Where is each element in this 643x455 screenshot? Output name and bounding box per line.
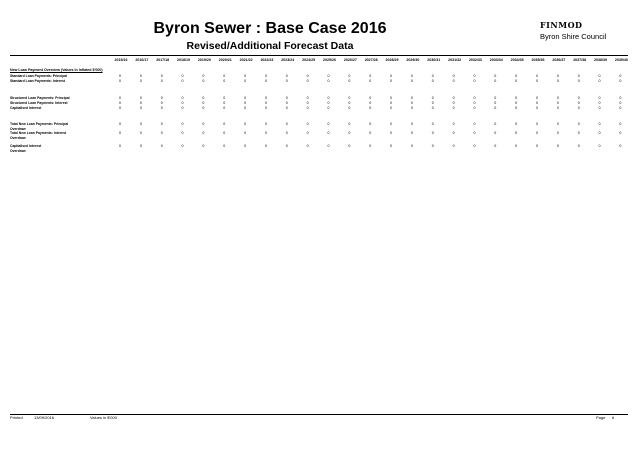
- table-cell: 0: [327, 101, 330, 105]
- table-cell: 0: [285, 106, 288, 110]
- table-cell: 0: [369, 122, 372, 126]
- table-cell: 0: [431, 106, 434, 110]
- table-cell: 0: [494, 131, 497, 135]
- table-cell: 0: [577, 131, 580, 135]
- table-cell: 0: [536, 74, 538, 78]
- table-cell: 0: [473, 96, 476, 100]
- table-cell: 0: [577, 74, 580, 78]
- table-cell: 0: [515, 106, 518, 110]
- table-cell: 0: [369, 144, 372, 148]
- table-cell: 0: [473, 106, 476, 110]
- table-cell: 0: [619, 74, 622, 78]
- year-header-cell: 2028/29: [385, 58, 399, 62]
- table-cell: 0: [390, 74, 393, 78]
- table-cell: 0: [264, 122, 267, 126]
- section-heading: New Loan Payment Overview (Values in Inflated $'000): [10, 68, 103, 72]
- table-cell: 0: [494, 122, 497, 126]
- table-cell: 0: [119, 96, 121, 100]
- table-cell: 0: [348, 79, 351, 83]
- table-cell: 0: [119, 74, 121, 78]
- table-cell: 0: [223, 74, 226, 78]
- table-cell: 0: [285, 74, 288, 78]
- table-cell: 0: [160, 79, 163, 83]
- table-cell: 0: [410, 96, 413, 100]
- table-cell: 0: [327, 144, 330, 148]
- table-cell: 0: [119, 79, 121, 83]
- table-cell: 0: [536, 101, 538, 105]
- year-header-cell: 2015/16: [114, 58, 128, 62]
- table-cell: 0: [202, 106, 205, 110]
- year-header-row: [0, 58, 643, 66]
- table-cell: 0: [327, 96, 330, 100]
- table-cell: 0: [285, 122, 288, 126]
- table-cell: 0: [556, 144, 559, 148]
- table-cell: 0: [536, 79, 538, 83]
- table-cell: 0: [139, 106, 142, 110]
- table-cell: 0: [348, 101, 351, 105]
- table-cell: 0: [202, 101, 205, 105]
- year-header-cell: 2030/31: [427, 58, 441, 62]
- table-cell: 0: [473, 101, 476, 105]
- table-cell: 0: [181, 96, 184, 100]
- table-cell: 0: [473, 131, 476, 135]
- table-cell: 0: [244, 74, 247, 78]
- table-cell: 0: [327, 106, 330, 110]
- table-cell: 0: [119, 144, 121, 148]
- table-cell: 0: [181, 131, 184, 135]
- year-header-cell: 2020/21: [218, 58, 232, 62]
- year-header-cell: 2024/25: [302, 58, 316, 62]
- table-cell: 0: [223, 106, 226, 110]
- year-header-cell: 2037/38: [573, 58, 587, 62]
- row-label: Overdraw: [10, 127, 26, 131]
- table-cell: 0: [264, 101, 267, 105]
- table-cell: 0: [306, 144, 309, 148]
- table-cell: 0: [515, 74, 518, 78]
- organisation-name: Byron Shire Council: [540, 32, 607, 41]
- table-cell: 0: [452, 79, 455, 83]
- table-cell: 0: [264, 144, 267, 148]
- table-cell: 0: [390, 106, 393, 110]
- table-cell: 0: [619, 106, 622, 110]
- table-cell: 0: [223, 101, 226, 105]
- table-cell: 0: [306, 79, 309, 83]
- row-label: Capitalised Interest: [10, 144, 42, 148]
- table-cell: 0: [431, 131, 434, 135]
- finmod-logo: FINMOD: [540, 20, 583, 30]
- table-cell: 0: [577, 144, 580, 148]
- table-cell: 0: [223, 144, 226, 148]
- table-cell: 0: [369, 79, 372, 83]
- table-cell: 0: [244, 122, 247, 126]
- table-cell: 0: [598, 131, 601, 135]
- table-cell: 0: [119, 106, 121, 110]
- table-cell: 0: [139, 79, 142, 83]
- table-cell: 0: [473, 79, 476, 83]
- row-label: Capitalised Interest: [10, 106, 42, 110]
- row-label: Total New Loan Payments: Principal: [10, 122, 69, 126]
- table-cell: 0: [348, 96, 351, 100]
- table-cell: 0: [264, 79, 267, 83]
- page-title: Byron Sewer : Base Case 2016: [153, 20, 387, 37]
- table-cell: 0: [536, 144, 538, 148]
- footer-values-note: Values in $'000: [90, 415, 117, 420]
- table-cell: 0: [556, 122, 559, 126]
- table-cell: 0: [577, 106, 580, 110]
- table-cell: 0: [181, 79, 184, 83]
- row-label: Overdraw: [10, 149, 26, 153]
- table-cell: 0: [244, 144, 247, 148]
- table-cell: 0: [473, 144, 476, 148]
- table-cell: 0: [119, 101, 121, 105]
- table-cell: 0: [515, 144, 518, 148]
- table-cell: 0: [244, 79, 247, 83]
- table-cell: 0: [515, 131, 518, 135]
- table-cell: 0: [410, 101, 413, 105]
- table-cell: 0: [160, 101, 163, 105]
- table-cell: 0: [494, 106, 497, 110]
- table-cell: 0: [452, 101, 455, 105]
- year-header-cell: 2021/22: [239, 58, 253, 62]
- table-cell: 0: [494, 79, 497, 83]
- row-label: Total New Loan Payments: Interest: [10, 131, 67, 135]
- table-cell: 0: [536, 131, 538, 135]
- table-cell: 0: [348, 144, 351, 148]
- table-cell: 0: [536, 96, 538, 100]
- table-cell: 0: [348, 131, 351, 135]
- table-cell: 0: [619, 101, 622, 105]
- year-header-cell: 2038/39: [594, 58, 608, 62]
- table-cell: 0: [160, 106, 163, 110]
- table-cell: 0: [244, 96, 247, 100]
- table-cell: 0: [390, 101, 393, 105]
- footer-page-number: 6: [612, 415, 615, 420]
- table-cell: 0: [494, 144, 497, 148]
- footer-printed-label: Printed: [10, 415, 23, 420]
- table-cell: 0: [390, 79, 393, 83]
- table-cell: 0: [515, 96, 518, 100]
- row-label: Structured Loan Payments: Interest: [10, 101, 68, 105]
- row-label: Standard Loan Payments: Principal: [10, 74, 68, 78]
- year-header-cell: 2019/20: [197, 58, 211, 62]
- table-cell: 0: [619, 144, 622, 148]
- table-cell: 0: [244, 106, 247, 110]
- table-cell: 0: [390, 122, 393, 126]
- table-cell: 0: [515, 122, 518, 126]
- row-label: Overdraw: [10, 136, 26, 140]
- year-header-cell: 2022/23: [260, 58, 274, 62]
- table-cell: 0: [327, 122, 330, 126]
- table-cell: 0: [202, 74, 205, 78]
- table-cell: 0: [452, 122, 455, 126]
- table-cell: 0: [556, 106, 559, 110]
- table-cell: 0: [223, 122, 226, 126]
- table-cell: 0: [181, 106, 184, 110]
- table-cell: 0: [223, 131, 226, 135]
- table-cell: 0: [327, 131, 330, 135]
- table-cell: 0: [264, 96, 267, 100]
- table-cell: 0: [285, 96, 288, 100]
- table-cell: 0: [556, 79, 559, 83]
- table-cell: 0: [369, 96, 372, 100]
- table-cell: 0: [139, 131, 142, 135]
- table-cell: 0: [264, 106, 267, 110]
- table-cell: 0: [431, 144, 434, 148]
- row-label: Structured Loan Payments: Principal: [10, 96, 70, 100]
- table-cell: 0: [452, 74, 455, 78]
- table-cell: 0: [431, 122, 434, 126]
- year-header-cell: 2035/36: [531, 58, 545, 62]
- table-cell: 0: [619, 79, 622, 83]
- table-cell: 0: [577, 101, 580, 105]
- table-cell: 0: [160, 96, 163, 100]
- table-cell: 0: [139, 122, 142, 126]
- table-cell: 0: [577, 122, 580, 126]
- table-cell: 0: [452, 96, 455, 100]
- table-cell: 0: [598, 101, 601, 105]
- footer-page-label: Page: [596, 415, 606, 420]
- table-cell: 0: [264, 74, 267, 78]
- year-header-cell: 2031/32: [448, 58, 462, 62]
- table-cell: 0: [348, 106, 351, 110]
- table-cell: 0: [431, 79, 434, 83]
- table-cell: 0: [160, 122, 163, 126]
- table-cell: 0: [515, 101, 518, 105]
- year-header-cell: 2027/28: [364, 58, 378, 62]
- table-cell: 0: [369, 131, 372, 135]
- footer-printed-date: 13/09/2016: [34, 415, 55, 420]
- table-cell: 0: [431, 74, 434, 78]
- table-cell: 0: [556, 96, 559, 100]
- table-cell: 0: [306, 122, 309, 126]
- table-cell: 0: [306, 131, 309, 135]
- table-cell: 0: [264, 131, 267, 135]
- table-cell: 0: [202, 79, 205, 83]
- table-cell: 0: [452, 106, 455, 110]
- table-cell: 0: [244, 101, 247, 105]
- table-cell: 0: [202, 96, 205, 100]
- table-cell: 0: [494, 74, 497, 78]
- table-cell: 0: [619, 96, 622, 100]
- table-cell: 0: [390, 96, 393, 100]
- table-cell: 0: [285, 79, 288, 83]
- table-cell: 0: [598, 122, 601, 126]
- table-cell: 0: [390, 131, 393, 135]
- table-cell: 0: [139, 101, 142, 105]
- table-cell: 0: [306, 96, 309, 100]
- table-cell: 0: [598, 144, 601, 148]
- table-cell: 0: [223, 79, 226, 83]
- table-cell: 0: [431, 101, 434, 105]
- table-cell: 0: [160, 144, 163, 148]
- table-cell: 0: [577, 79, 580, 83]
- table-cell: 0: [181, 122, 184, 126]
- year-header-cell: 2026/27: [343, 58, 357, 62]
- table-cell: 0: [202, 131, 205, 135]
- table-cell: 0: [348, 122, 351, 126]
- table-cell: 0: [306, 74, 309, 78]
- table-cell: 0: [410, 106, 413, 110]
- year-header-cell: 2036/37: [552, 58, 566, 62]
- table-cell: 0: [452, 144, 455, 148]
- year-header-cell: 2017/18: [156, 58, 170, 62]
- table-cell: 0: [181, 144, 184, 148]
- table-cell: 0: [119, 131, 121, 135]
- table-cell: 0: [160, 131, 163, 135]
- table-cell: 0: [202, 144, 205, 148]
- table-cell: 0: [390, 144, 393, 148]
- table-cell: 0: [410, 79, 413, 83]
- table-cell: 0: [494, 96, 497, 100]
- table-cell: 0: [244, 131, 247, 135]
- table-cell: 0: [410, 122, 413, 126]
- year-header-cell: 2018/19: [177, 58, 191, 62]
- table-cell: 0: [327, 74, 330, 78]
- year-header-cell: 2016/17: [135, 58, 149, 62]
- table-cell: 0: [285, 131, 288, 135]
- page-subtitle: Revised/Additional Forecast Data: [186, 40, 354, 52]
- table-cell: 0: [556, 101, 559, 105]
- table-cell: 0: [285, 101, 288, 105]
- table-cell: 0: [181, 74, 184, 78]
- table-cell: 0: [410, 144, 413, 148]
- year-header-cell: 2033/34: [489, 58, 503, 62]
- table-cell: 0: [410, 131, 413, 135]
- table-cell: 0: [327, 79, 330, 83]
- table-cell: 0: [473, 122, 476, 126]
- table-cell: 0: [577, 96, 580, 100]
- table-cell: 0: [473, 74, 476, 78]
- table-cell: 0: [619, 131, 622, 135]
- table-cell: 0: [181, 101, 184, 105]
- table-cell: 0: [223, 96, 226, 100]
- table-cell: 0: [598, 74, 601, 78]
- table-cell: 0: [202, 122, 205, 126]
- table-cell: 0: [410, 74, 413, 78]
- row-label: Standard Loan Payments: Interest: [10, 79, 66, 83]
- year-header-cell: 2029/30: [406, 58, 420, 62]
- year-header-cell: 2023/24: [281, 58, 295, 62]
- table-cell: 0: [452, 131, 455, 135]
- table-cell: 0: [515, 79, 518, 83]
- table-cell: 0: [536, 122, 538, 126]
- table-cell: 0: [369, 106, 372, 110]
- table-cell: 0: [306, 106, 309, 110]
- year-header-cell: 2034/35: [510, 58, 524, 62]
- table-cell: 0: [536, 106, 538, 110]
- table-cell: 0: [369, 101, 372, 105]
- table-cell: 0: [285, 144, 288, 148]
- table-cell: 0: [139, 144, 142, 148]
- table-cell: 0: [494, 101, 497, 105]
- year-header-cell: 2032/33: [468, 58, 482, 62]
- table-cell: 0: [139, 74, 142, 78]
- table-cell: 0: [160, 74, 163, 78]
- table-cell: 0: [306, 101, 309, 105]
- table-cell: 0: [119, 122, 121, 126]
- table-cell: 0: [369, 74, 372, 78]
- table-cell: 0: [556, 74, 559, 78]
- year-header-cell: 2039/40: [614, 58, 628, 62]
- table-cell: 0: [598, 79, 601, 83]
- table-cell: 0: [556, 131, 559, 135]
- table-cell: 0: [348, 74, 351, 78]
- table-cell: 0: [139, 96, 142, 100]
- table-cell: 0: [598, 106, 601, 110]
- table-cell: 0: [619, 122, 622, 126]
- header-divider: [10, 55, 628, 56]
- table-cell: 0: [431, 96, 434, 100]
- table-cell: 0: [598, 96, 601, 100]
- year-header-cell: 2025/26: [323, 58, 336, 62]
